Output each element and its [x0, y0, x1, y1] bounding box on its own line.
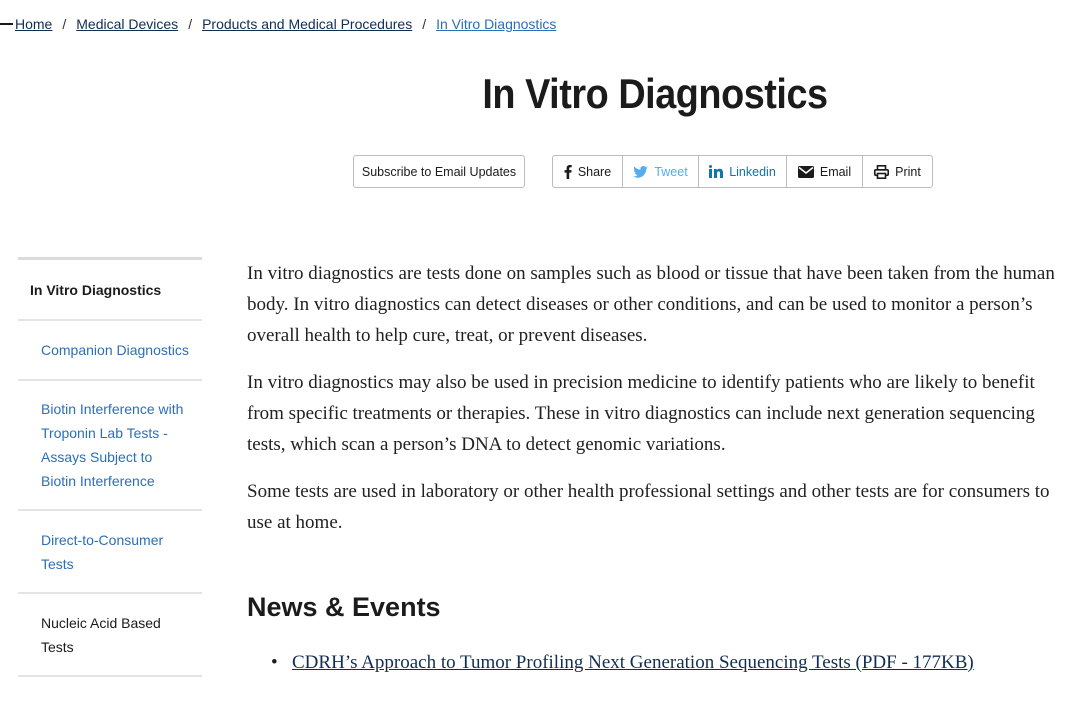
- share-toolbar: [552, 155, 933, 188]
- sidebar-item-direct-to-consumer[interactable]: [18, 511, 202, 594]
- breadcrumb-current-link[interactable]: In Vitro Diagnostics: [436, 16, 557, 32]
- sidebar-item-nucleic-acid[interactable]: [18, 594, 202, 677]
- printer-icon: [874, 165, 889, 179]
- breadcrumb-home-link[interactable]: Home: [15, 16, 53, 32]
- intro-paragraph: In vitro diagnostics are tests done on samples such as blood or tissue that have been taken from the human body. In vitro diagnostics can detect diseases or other conditions, and can be used to monitor a person’s overall health to help cure, treat, or prevent diseases.: [247, 263, 1055, 346]
- sidebar-item-companion-diagnostics[interactable]: Companion Diagnostics: [18, 321, 202, 381]
- share-facebook-button[interactable]: [553, 156, 623, 187]
- twitter-icon: [633, 166, 648, 178]
- page-title: In Vitro Diagnostics: [482, 70, 828, 117]
- sidebar-item-label: Nucleic Acid Based Tests: [41, 614, 161, 655]
- share-print-button[interactable]: [863, 156, 932, 187]
- breadcrumb-separator: /: [188, 16, 193, 32]
- sidebar-item-biotin-interference[interactable]: [18, 381, 202, 511]
- news-list: [247, 648, 1067, 678]
- list-item: [247, 648, 1067, 678]
- breadcrumb-separator: /: [422, 16, 427, 32]
- breadcrumb-medical-devices-link[interactable]: Medical Devices: [76, 16, 179, 32]
- linkedin-label: Linkedin: [729, 164, 776, 179]
- email-label: Email: [819, 164, 852, 179]
- sidebar-heading[interactable]: In Vitro Diagnostics: [18, 260, 202, 321]
- share-email-button[interactable]: [787, 156, 863, 187]
- share-twitter-button[interactable]: [623, 156, 699, 187]
- facebook-icon: [564, 165, 572, 179]
- breadcrumb-products-link[interactable]: Products and Medical Procedures: [202, 16, 413, 32]
- sidebar-nav: [18, 257, 202, 677]
- breadcrumb: [0, 14, 556, 34]
- news-link-cdrh-tumor-profiling[interactable]: CDRH’s Approach to Tumor Profiling Next Generation Sequencing Tests (PDF - 177KB): [292, 652, 974, 673]
- print-label: Print: [895, 164, 921, 179]
- breadcrumb-dash: [0, 23, 13, 25]
- sidebar-item-label: Direct-to-Consumer Tests: [41, 531, 164, 572]
- share-linkedin-button[interactable]: [699, 156, 787, 187]
- main-content: [247, 258, 1067, 554]
- tweet-label: Tweet: [654, 164, 688, 179]
- share-label: Share: [577, 164, 612, 179]
- breadcrumb-separator: /: [62, 16, 67, 32]
- subscribe-email-button[interactable]: Subscribe to Email Updates: [353, 155, 525, 188]
- settings-paragraph: Some tests are used in laboratory or other health professional settings and other tests are for consumers to use at home.: [247, 481, 1050, 533]
- news-events-heading: News & Events: [247, 592, 441, 622]
- sidebar-item-label: Biotin Interference with Troponin Lab Tests - Assays Subject to Biotin Interference: [41, 401, 184, 489]
- linkedin-icon: [709, 165, 723, 178]
- envelope-icon: [798, 166, 814, 178]
- precision-medicine-paragraph: In vitro diagnostics may also be used in precision medicine to identify patients who are likely to benefit from specific treatments or therapies. These in vitro diagnostics can include next generation sequencing tests, which scan a person’s DNA to detect genomic variations.: [247, 372, 1035, 455]
